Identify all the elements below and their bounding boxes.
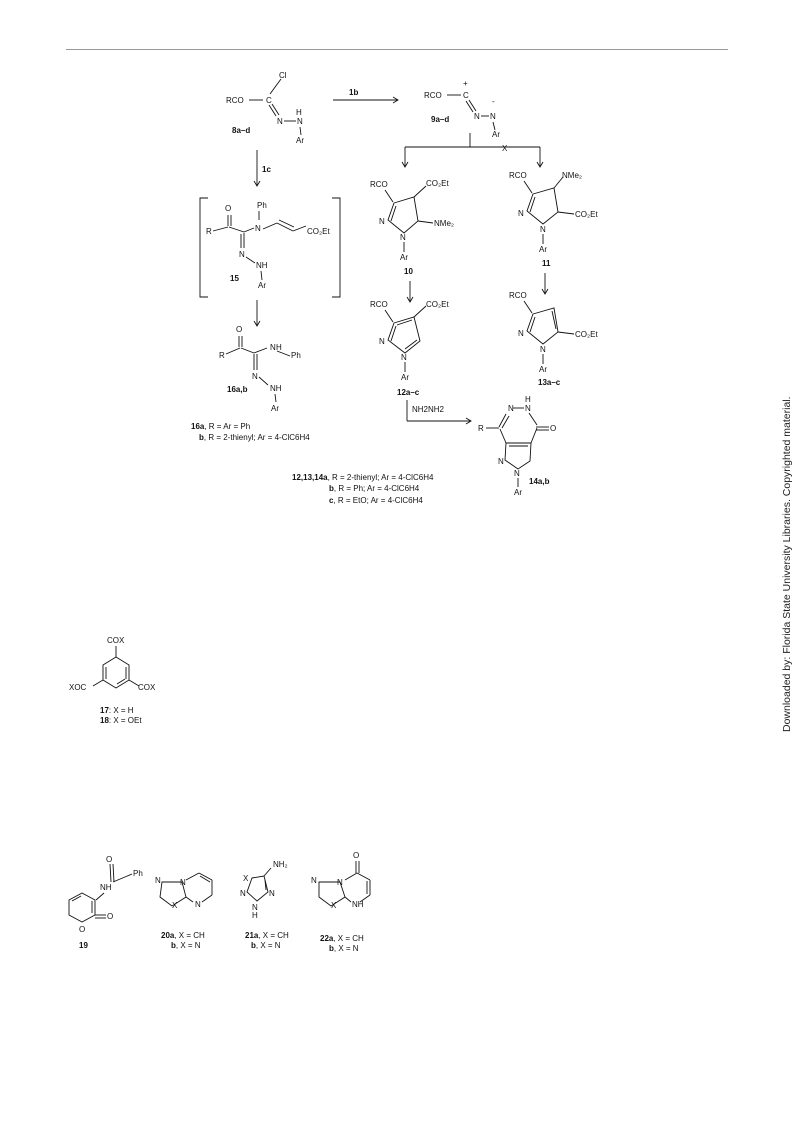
svg-text:N: N <box>240 889 246 898</box>
structure-14 <box>478 395 556 497</box>
svg-text:N: N <box>379 217 385 226</box>
svg-text:R: R <box>219 351 225 360</box>
svg-text:N: N <box>518 209 524 218</box>
svg-text:N: N <box>277 117 283 126</box>
legend-16b <box>199 433 310 442</box>
svg-text:N: N <box>400 233 406 242</box>
svg-text:R: R <box>478 424 484 433</box>
svg-text:RCO: RCO <box>226 96 244 105</box>
legend-22a <box>320 934 364 943</box>
svg-text:O: O <box>225 204 232 213</box>
legend-20a <box>161 931 205 940</box>
legend-21a <box>245 931 289 940</box>
legend-17-id: 17 <box>100 706 109 715</box>
sub-left: XOC <box>69 683 87 692</box>
svg-text:R: R <box>206 227 212 236</box>
svg-text:N: N <box>540 225 546 234</box>
structure-15 <box>200 198 340 297</box>
structure-21 <box>240 860 288 920</box>
svg-text:CO₂Et: CO₂Et <box>426 300 449 309</box>
svg-text:NMe₂: NMe₂ <box>434 219 454 228</box>
legend-12b-id: b <box>329 484 334 493</box>
step-1b: 1b <box>349 88 359 97</box>
label-19: 19 <box>79 941 88 950</box>
legend-12b-text: , R = Ph; Ar = 4-ClC6H4 <box>333 484 420 493</box>
legend-20a-id: 20a <box>161 931 175 940</box>
svg-text:NH: NH <box>352 900 364 909</box>
svg-text:N: N <box>269 889 275 898</box>
svg-text:RCO: RCO <box>370 180 388 189</box>
legend-21b-text: , X = N <box>255 941 281 950</box>
structure-19 <box>69 855 143 950</box>
svg-text:H: H <box>276 343 282 352</box>
svg-text:Ph: Ph <box>291 351 301 360</box>
legend-22b <box>329 944 359 953</box>
download-watermark: Downloaded by: Florida State University Libraries. Copyrighted material. <box>781 396 793 732</box>
cross-mark: X <box>502 144 508 153</box>
svg-text:Ar: Ar <box>296 136 304 145</box>
legend-12a-text: , R = 2-thienyl; Ar = 4-ClC6H4 <box>327 473 434 482</box>
legend-18-text: : X = OEt <box>108 716 142 725</box>
legend-17-text: : X = H <box>108 706 134 715</box>
structure-22 <box>311 851 370 910</box>
label-14: 14a,b <box>529 477 550 486</box>
svg-text:N: N <box>490 112 496 121</box>
svg-text:C: C <box>463 91 469 100</box>
svg-text:CO₂Et: CO₂Et <box>575 210 598 219</box>
svg-text:Ar: Ar <box>401 373 409 382</box>
svg-text:N: N <box>155 876 161 885</box>
svg-text:NH: NH <box>270 384 282 393</box>
legend-22b-id: b <box>329 944 334 953</box>
label-10: 10 <box>404 267 413 276</box>
svg-text:N: N <box>514 469 520 478</box>
legend-12c-text: , R = EtO; Ar = 4-ClC6H4 <box>333 496 423 505</box>
svg-text:CO₂Et: CO₂Et <box>426 179 449 188</box>
svg-text:Ar: Ar <box>258 281 266 290</box>
legend-18 <box>100 716 142 725</box>
legend-21b-id: b <box>251 941 256 950</box>
structure-20 <box>155 873 212 910</box>
legend-12c-id: c <box>329 496 334 505</box>
svg-text:O: O <box>236 325 243 334</box>
legend-21a-id: 21a <box>245 931 259 940</box>
svg-text:Ph: Ph <box>133 869 143 878</box>
svg-text:Ar: Ar <box>539 245 547 254</box>
svg-text:N: N <box>252 372 258 381</box>
legend-20b-id: b <box>171 941 176 950</box>
svg-text:N: N <box>508 404 514 413</box>
legend-12a <box>292 473 434 482</box>
svg-text:RCO: RCO <box>370 300 388 309</box>
svg-text:N: N <box>255 224 261 233</box>
legend-22b-text: , X = N <box>333 944 359 953</box>
svg-text:RCO: RCO <box>424 91 442 100</box>
label-11: 11 <box>542 259 551 268</box>
svg-text:NMe₂: NMe₂ <box>562 171 582 180</box>
legend-20b <box>171 941 201 950</box>
svg-text:N: N <box>540 345 546 354</box>
svg-text:N: N <box>297 117 303 126</box>
sub-right: COX <box>138 683 156 692</box>
label-9: 9a–d <box>431 115 450 124</box>
svg-text:Cl: Cl <box>279 71 287 80</box>
svg-text:O: O <box>79 925 86 934</box>
svg-text:N: N <box>474 112 480 121</box>
structure-16 <box>219 325 301 413</box>
svg-text:N: N <box>270 343 276 352</box>
label-12: 12a–c <box>397 388 420 397</box>
legend-21a-text: , X = CH <box>258 931 289 940</box>
label-16: 16a,b <box>227 385 248 394</box>
legend-22a-id: 22a <box>320 934 334 943</box>
svg-text:N: N <box>252 903 258 912</box>
legend-21b <box>251 941 281 950</box>
svg-text:CO₂Et: CO₂Et <box>575 330 598 339</box>
legend-20a-text: , X = CH <box>174 931 205 940</box>
step-1c: 1c <box>262 165 271 174</box>
svg-text:N: N <box>311 876 317 885</box>
legend-12c <box>329 496 423 505</box>
structure-17-18 <box>69 636 156 692</box>
svg-text:NH₂: NH₂ <box>273 860 288 869</box>
svg-text:O: O <box>550 424 557 433</box>
legend-20b-text: , X = N <box>175 941 201 950</box>
svg-text:H: H <box>296 108 302 117</box>
svg-text:H: H <box>525 395 531 404</box>
structure-11 <box>509 171 598 268</box>
svg-text:H: H <box>252 911 258 920</box>
svg-text:+: + <box>463 79 468 88</box>
structure-12 <box>370 300 449 397</box>
svg-text:NH: NH <box>100 883 112 892</box>
structure-10 <box>370 179 454 276</box>
svg-text:O: O <box>353 851 360 860</box>
svg-text:X: X <box>172 901 178 910</box>
svg-text:N: N <box>518 329 524 338</box>
sub-top: COX <box>107 636 125 645</box>
legend-16b-id: b <box>199 433 204 442</box>
svg-text:-: - <box>492 97 495 106</box>
svg-text:N: N <box>401 353 407 362</box>
label-15: 15 <box>230 274 239 283</box>
svg-text:O: O <box>107 912 114 921</box>
svg-text:CO₂Et: CO₂Et <box>307 227 330 236</box>
label-13: 13a–c <box>538 378 561 387</box>
legend-16a <box>191 422 250 431</box>
structure-13 <box>509 291 598 387</box>
svg-text:N: N <box>337 878 343 887</box>
legend-12b <box>329 484 420 493</box>
legend-22a-text: , X = CH <box>333 934 364 943</box>
svg-text:N: N <box>180 878 186 887</box>
legend-18-id: 18 <box>100 716 109 725</box>
svg-text:X: X <box>331 901 337 910</box>
svg-text:Ph: Ph <box>257 201 267 210</box>
svg-text:RCO: RCO <box>509 291 527 300</box>
legend-16b-text: , R = 2-thienyl; Ar = 4-ClC6H4 <box>203 433 310 442</box>
legend-16a-text: , R = Ar = Ph <box>204 422 251 431</box>
svg-text:NH: NH <box>256 261 268 270</box>
svg-text:N: N <box>525 404 531 413</box>
svg-text:RCO: RCO <box>509 171 527 180</box>
legend-16a-id: 16a <box>191 422 205 431</box>
svg-text:N: N <box>239 250 245 259</box>
svg-text:Ar: Ar <box>400 253 408 262</box>
svg-text:X: X <box>243 874 249 883</box>
structure-9 <box>424 79 500 139</box>
structure-8 <box>226 71 304 145</box>
label-8: 8a–d <box>232 126 251 135</box>
svg-text:Ar: Ar <box>271 404 279 413</box>
svg-text:O: O <box>106 855 113 864</box>
svg-text:Ar: Ar <box>514 488 522 497</box>
svg-text:Ar: Ar <box>492 130 500 139</box>
svg-text:N: N <box>498 457 504 466</box>
legend-12a-id: 12,13,14a <box>292 473 328 482</box>
svg-text:Ar: Ar <box>539 365 547 374</box>
svg-text:N: N <box>379 337 385 346</box>
reagent-hydrazine: NH2NH2 <box>412 405 445 414</box>
svg-text:C: C <box>266 96 272 105</box>
legend-17 <box>100 706 134 715</box>
svg-text:N: N <box>195 900 201 909</box>
